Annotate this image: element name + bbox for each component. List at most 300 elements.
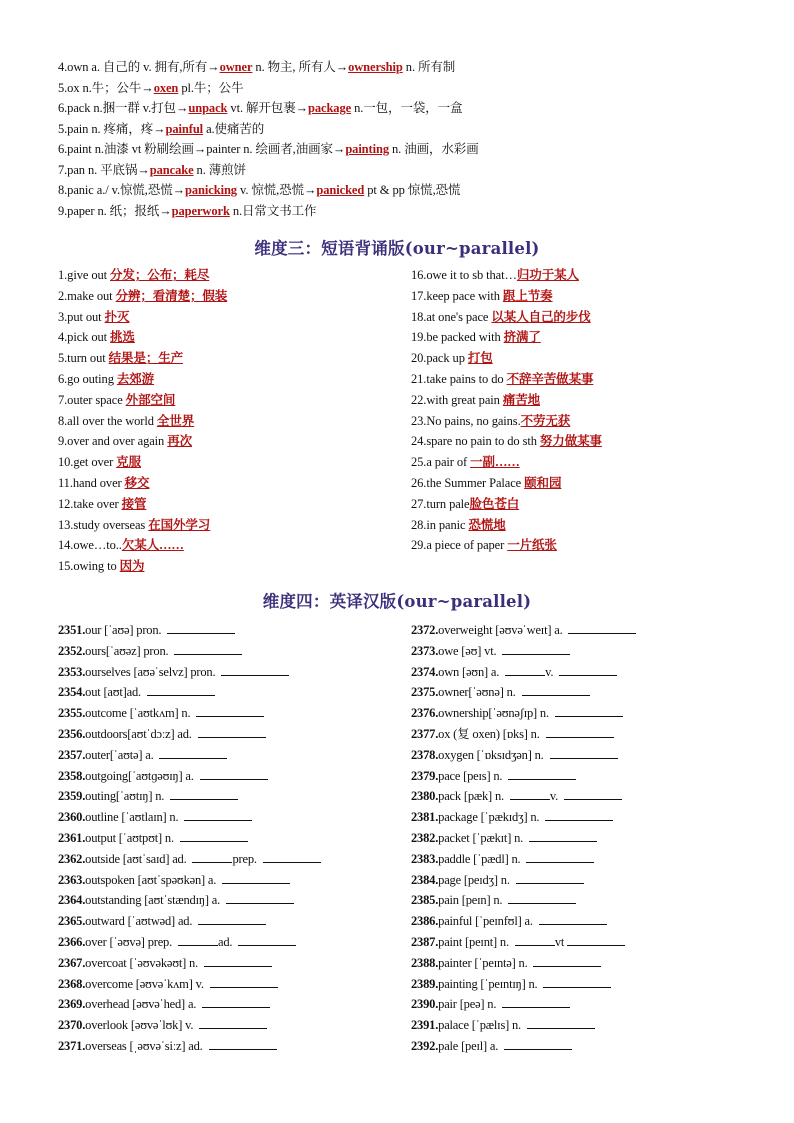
vocab-word: outward [ˈaʊtwəd] ad. bbox=[85, 914, 196, 929]
arrow-icon: → bbox=[304, 183, 317, 197]
vocab-word: outside [aʊtˈsaɪd] ad. bbox=[85, 851, 190, 866]
phrase-text: 20.pack up bbox=[411, 351, 468, 366]
vocab-word: painter [ˈpeɪntə] n. bbox=[438, 955, 531, 970]
vocab-item bbox=[411, 955, 601, 971]
vocab-number: 2378. bbox=[411, 747, 439, 762]
vocab-word: outdoors[aʊtˈdɔːz] ad. bbox=[85, 727, 195, 741]
vocab-item bbox=[58, 913, 266, 929]
phrase-answer: 接管 bbox=[121, 496, 147, 511]
phrase-text: 16.owe it to sb that… bbox=[411, 268, 517, 282]
answer-blank[interactable] bbox=[502, 996, 570, 1008]
vocab-number: 2384. bbox=[411, 872, 439, 887]
vocab-word: paint [peɪnt] n. bbox=[438, 935, 512, 949]
arrow-icon: → bbox=[159, 203, 172, 218]
vocab-number: 2381. bbox=[411, 810, 439, 825]
phrase-answer: 打包 bbox=[467, 351, 493, 366]
phrase-answer: 因为 bbox=[119, 559, 145, 574]
answer-word: panicked bbox=[316, 183, 365, 197]
vocab-word: overhead [əʊvəˈhed] a. bbox=[85, 997, 200, 1012]
answer-blank[interactable] bbox=[222, 872, 290, 884]
vocab-word: outing[ˈaʊtɪŋ] n. bbox=[85, 789, 168, 804]
phrase-item bbox=[58, 392, 175, 408]
answer-blank[interactable] bbox=[226, 892, 294, 904]
phrase-item bbox=[58, 309, 129, 325]
word-entry-text: 7.pan n. 平底锅 bbox=[58, 162, 138, 177]
phrase-item bbox=[411, 517, 506, 533]
phrase-item bbox=[411, 496, 519, 512]
phrase-text: 18.at one's pace bbox=[411, 309, 492, 324]
vocab-word: pace [peɪs] n. bbox=[438, 768, 506, 783]
word-family-line bbox=[58, 80, 243, 96]
phrase-answer: 外部空间 bbox=[125, 392, 176, 407]
phrase-item bbox=[411, 267, 579, 283]
vocab-number: 2369. bbox=[58, 997, 86, 1012]
vocab-number: 2356. bbox=[58, 727, 86, 741]
word-entry-text: 5.ox n.牛；公牛 bbox=[58, 80, 142, 95]
vocab-item bbox=[58, 809, 252, 825]
answer-blank[interactable] bbox=[502, 643, 570, 655]
vocab-word: overweight [əʊvəˈweɪt] a. bbox=[438, 623, 566, 637]
phrase-answer: 努力做某事 bbox=[539, 434, 602, 449]
phrase-text: 12.take over bbox=[58, 496, 122, 511]
vocab-word: painful [ˈpeɪnfʊl] a. bbox=[438, 914, 536, 929]
vocab-number: 2375. bbox=[411, 685, 439, 700]
vocab-number: 2354. bbox=[58, 685, 86, 700]
vocab-item bbox=[411, 705, 623, 721]
phrase-item bbox=[411, 475, 561, 491]
word-entry-text: 9.paper n. 纸；报纸 bbox=[58, 203, 160, 218]
answer-blank[interactable] bbox=[174, 643, 242, 655]
answer-blank[interactable] bbox=[508, 892, 576, 904]
phrase-item bbox=[58, 454, 141, 470]
phrase-text: 24.spare no pain to do sth bbox=[411, 434, 540, 449]
phrase-item bbox=[58, 267, 209, 283]
answer-word: painful bbox=[165, 121, 204, 136]
phrase-text: 4.pick out bbox=[58, 330, 111, 345]
phrase-text: 14.owe…to.. bbox=[58, 538, 122, 553]
answer-blank[interactable] bbox=[159, 747, 227, 759]
vocab-item bbox=[411, 851, 594, 867]
vocab-number: 2361. bbox=[58, 831, 86, 845]
word-entry-text: 6.paint n.油漆 vt 粉刷绘画 bbox=[58, 142, 194, 156]
answer-blank[interactable] bbox=[238, 934, 296, 946]
vocab-pos: ad. bbox=[217, 935, 236, 949]
answer-blank[interactable] bbox=[263, 851, 321, 863]
phrase-text: 8.all over the world bbox=[58, 413, 157, 428]
phrase-item bbox=[411, 329, 541, 345]
phrase-text: 26.the Summer Palace bbox=[411, 476, 525, 490]
vocab-word: outcome [ˈaʊtkʌm] n. bbox=[85, 706, 194, 721]
vocab-item bbox=[411, 996, 570, 1012]
phrase-answer: 颐和园 bbox=[524, 476, 562, 490]
phrase-answer: 去郊游 bbox=[116, 372, 155, 386]
answer-blank[interactable] bbox=[515, 934, 555, 946]
vocab-item bbox=[58, 996, 270, 1012]
phrase-answer: 扑灭 bbox=[104, 309, 130, 324]
vocab-item bbox=[58, 768, 268, 784]
vocab-number: 2389. bbox=[411, 976, 439, 991]
vocab-item bbox=[411, 809, 613, 825]
vocab-number: 2392. bbox=[411, 1039, 439, 1053]
word-family-line bbox=[58, 100, 462, 116]
vocab-word: overcoat [ˈəʊvəkəʊt] n. bbox=[85, 955, 201, 970]
arrow-icon: → bbox=[137, 162, 150, 177]
phrase-item bbox=[58, 517, 210, 533]
word-family-line bbox=[58, 203, 316, 219]
phrase-answer: 挤满了 bbox=[503, 330, 541, 345]
vocab-item bbox=[58, 955, 272, 971]
phrase-item bbox=[411, 288, 553, 304]
word-family-line bbox=[58, 141, 479, 157]
phrase-item bbox=[58, 329, 135, 345]
phrase-answer: 分发；公布；耗尽 bbox=[110, 268, 210, 282]
word-family-line bbox=[58, 182, 460, 198]
phrase-item bbox=[58, 537, 184, 553]
phrase-answer: 不辞辛苦做某事 bbox=[506, 372, 594, 386]
answer-blank[interactable] bbox=[546, 726, 614, 738]
vocab-item bbox=[58, 1017, 267, 1033]
arrow-icon: → bbox=[332, 142, 346, 156]
vocab-word: ownership[ˈəʊnəʃɪp] n. bbox=[438, 706, 552, 721]
vocab-number: 2385. bbox=[411, 893, 439, 908]
word-entry-text: n.日常文书工作 bbox=[229, 203, 317, 218]
vocab-word: owner[ˈəʊnə] n. bbox=[438, 685, 519, 700]
answer-blank[interactable] bbox=[204, 955, 272, 967]
phrase-answer: 一副…… bbox=[470, 455, 520, 470]
answer-word: ownership bbox=[348, 60, 403, 74]
vocab-number: 2358. bbox=[58, 768, 86, 783]
word-entry-text: 6.pack n.捆一群 v.打包 bbox=[58, 101, 176, 115]
vocab-number: 2366. bbox=[58, 935, 86, 949]
vocab-number: 2355. bbox=[58, 706, 86, 721]
answer-word: painting bbox=[345, 142, 389, 156]
vocab-number: 2383. bbox=[411, 851, 439, 866]
phrase-text: 21.take pains to do bbox=[411, 372, 507, 386]
vocab-number: 2391. bbox=[411, 1018, 439, 1033]
answer-blank[interactable] bbox=[199, 1017, 267, 1029]
phrase-item bbox=[58, 413, 194, 429]
phrase-text: 2.make out bbox=[58, 288, 116, 303]
phrase-answer: 在国外学习 bbox=[148, 517, 211, 532]
phrase-item bbox=[411, 537, 557, 553]
vocab-word: ours[ˈaʊəz] pron. bbox=[85, 643, 172, 658]
answer-blank[interactable] bbox=[147, 684, 215, 696]
vocab-word: outstanding [aʊtˈstændɪŋ] a. bbox=[85, 893, 223, 908]
vocab-word: packet [ˈpækɪt] n. bbox=[438, 831, 526, 845]
answer-blank[interactable] bbox=[533, 955, 601, 967]
vocab-pos: prep. bbox=[232, 851, 260, 866]
section-heading-phrases bbox=[0, 235, 794, 259]
vocab-item bbox=[58, 747, 227, 763]
vocab-item bbox=[411, 976, 611, 992]
vocab-item bbox=[58, 872, 290, 888]
answer-blank[interactable] bbox=[196, 705, 264, 717]
phrase-text: 27.turn pale bbox=[411, 496, 470, 511]
answer-blank[interactable] bbox=[527, 1017, 595, 1029]
word-entry-text: vt. 解开包裹 bbox=[227, 101, 296, 115]
vocab-number: 2374. bbox=[411, 664, 439, 679]
vocab-item bbox=[411, 726, 614, 742]
vocab-item bbox=[58, 643, 242, 659]
vocab-word: pair [peə] n. bbox=[438, 997, 500, 1012]
vocab-number: 2365. bbox=[58, 914, 86, 929]
vocab-item bbox=[58, 788, 238, 804]
vocab-number: 2362. bbox=[58, 851, 86, 866]
vocab-item bbox=[58, 664, 289, 680]
arrow-icon: → bbox=[207, 60, 220, 74]
answer-blank[interactable] bbox=[564, 788, 622, 800]
vocab-item bbox=[411, 1017, 595, 1033]
answer-blank[interactable] bbox=[198, 913, 266, 925]
phrase-item bbox=[411, 392, 540, 408]
answer-blank[interactable] bbox=[559, 664, 617, 676]
phrase-item bbox=[58, 558, 144, 574]
heading-en: (our~parallel) bbox=[404, 239, 540, 258]
vocab-item bbox=[411, 622, 636, 638]
vocab-item bbox=[58, 892, 294, 908]
vocab-item bbox=[411, 934, 625, 950]
vocab-word: page [peɪdʒ] n. bbox=[438, 872, 513, 887]
word-entry-text: pt & pp 惊慌,恐慌 bbox=[364, 183, 461, 197]
word-entry-text: a.使痛苦的 bbox=[203, 121, 265, 136]
phrase-item bbox=[411, 309, 591, 325]
vocab-word: overcome [əʊvəˈkʌm] v. bbox=[85, 976, 207, 991]
vocab-number: 2373. bbox=[411, 643, 439, 658]
vocab-item bbox=[58, 622, 235, 638]
vocab-word: pack [pæk] n. bbox=[438, 789, 507, 804]
phrase-answer: 以某人自己的步伐 bbox=[491, 309, 591, 324]
heading-en: (our~parallel) bbox=[396, 592, 532, 611]
vocab-pos: v. bbox=[545, 664, 557, 679]
vocab-item bbox=[411, 684, 590, 700]
vocab-number: 2357. bbox=[58, 747, 86, 762]
vocab-number: 2388. bbox=[411, 955, 439, 970]
arrow-icon: → bbox=[193, 142, 207, 156]
answer-blank[interactable] bbox=[170, 788, 238, 800]
answer-word: oxen bbox=[153, 80, 179, 95]
arrow-icon: → bbox=[175, 101, 189, 115]
vocab-number: 2364. bbox=[58, 893, 86, 908]
vocab-word: overseas [ˌəʊvəˈsiːz] ad. bbox=[85, 1039, 206, 1053]
phrase-text: 28.in panic bbox=[411, 517, 469, 532]
answer-blank[interactable] bbox=[526, 851, 594, 863]
vocab-pos: vt bbox=[554, 935, 565, 949]
vocab-word: pale [peɪl] a. bbox=[438, 1039, 502, 1053]
vocab-word: overlook [əʊvəˈlʊk] v. bbox=[85, 1018, 197, 1033]
answer-blank[interactable] bbox=[180, 830, 248, 842]
phrase-item bbox=[411, 413, 570, 429]
word-entry-text: painter n. 绘画者,油画家 bbox=[206, 142, 333, 156]
answer-blank[interactable] bbox=[192, 851, 232, 863]
answer-blank[interactable] bbox=[550, 747, 618, 759]
answer-blank[interactable] bbox=[504, 1038, 572, 1050]
vocab-number: 2359. bbox=[58, 789, 86, 804]
vocab-word: out [aʊt]ad. bbox=[85, 685, 144, 700]
answer-blank[interactable] bbox=[178, 934, 218, 946]
vocab-number: 2370. bbox=[58, 1018, 86, 1033]
vocab-item bbox=[411, 830, 597, 846]
phrase-item bbox=[58, 475, 149, 491]
answer-word: paperwork bbox=[171, 203, 230, 218]
phrase-item bbox=[58, 433, 192, 449]
arrow-icon: → bbox=[141, 80, 154, 95]
vocab-item bbox=[58, 1038, 277, 1054]
phrase-answer: 再次 bbox=[167, 434, 193, 449]
phrase-answer: 归功于某人 bbox=[516, 268, 579, 282]
vocab-number: 2363. bbox=[58, 872, 86, 887]
vocab-item bbox=[411, 747, 618, 763]
heading-cn: 维度三：短语背诵版 bbox=[254, 239, 405, 258]
answer-word: unpack bbox=[188, 101, 228, 115]
vocab-word: outline [ˈaʊtlaɪn] n. bbox=[85, 810, 182, 825]
vocab-number: 2390. bbox=[411, 997, 439, 1012]
phrase-answer: 挑选 bbox=[110, 330, 135, 345]
answer-blank[interactable] bbox=[543, 976, 611, 988]
vocab-item bbox=[411, 892, 576, 908]
vocab-item bbox=[411, 872, 584, 888]
word-entry-text: n. 薄煎饼 bbox=[193, 162, 246, 177]
vocab-number: 2380. bbox=[411, 789, 439, 804]
word-entry-text: n. 油画，水彩画 bbox=[388, 142, 479, 156]
answer-blank[interactable] bbox=[568, 622, 636, 634]
phrase-text: 7.outer space bbox=[58, 392, 126, 407]
answer-blank[interactable] bbox=[167, 622, 235, 634]
vocab-item bbox=[411, 643, 570, 659]
phrase-text: 13.study overseas bbox=[58, 517, 149, 532]
vocab-word: painting [ˈpeɪntɪŋ] n. bbox=[438, 976, 541, 991]
vocab-item bbox=[411, 913, 607, 929]
answer-blank[interactable] bbox=[510, 788, 550, 800]
word-entry-text: n.一包，一袋，一盒 bbox=[351, 101, 463, 115]
phrase-answer: 克服 bbox=[116, 455, 141, 470]
vocab-pos: v. bbox=[549, 789, 561, 804]
vocab-word: pain [peɪn] n. bbox=[438, 893, 506, 908]
answer-blank[interactable] bbox=[555, 705, 623, 717]
word-entry-text: 4.own a. 自己的 v. 拥有,所有 bbox=[58, 60, 208, 74]
vocab-item bbox=[411, 1038, 572, 1054]
heading-cn: 维度四：英译汉版 bbox=[262, 592, 397, 611]
answer-blank[interactable] bbox=[209, 1038, 277, 1050]
phrase-text: 6.go outing bbox=[58, 372, 117, 386]
phrase-text: 29.a piece of paper bbox=[411, 538, 508, 553]
phrase-text: 11.hand over bbox=[58, 476, 125, 490]
answer-blank[interactable] bbox=[202, 996, 270, 1008]
arrow-icon: → bbox=[335, 60, 349, 74]
answer-blank[interactable] bbox=[184, 809, 252, 821]
arrow-icon: → bbox=[153, 121, 166, 136]
phrase-text: 25.a pair of bbox=[411, 455, 471, 470]
phrase-answer: 分辨；看清楚；假装 bbox=[115, 288, 228, 303]
vocab-number: 2376. bbox=[411, 706, 439, 721]
answer-blank[interactable] bbox=[200, 768, 268, 780]
phrase-text: 9.over and over again bbox=[58, 434, 168, 449]
answer-blank[interactable] bbox=[198, 726, 266, 738]
vocab-item bbox=[58, 976, 278, 992]
phrase-answer: 不劳无获 bbox=[520, 413, 571, 428]
vocab-item bbox=[411, 788, 622, 804]
vocab-number: 2367. bbox=[58, 955, 86, 970]
answer-blank[interactable] bbox=[516, 872, 584, 884]
vocab-number: 2371. bbox=[58, 1039, 86, 1053]
vocab-number: 2377. bbox=[411, 727, 439, 741]
answer-blank[interactable] bbox=[539, 913, 607, 925]
answer-blank[interactable] bbox=[221, 664, 289, 676]
phrase-text: 15.owing to bbox=[58, 559, 120, 574]
vocab-item bbox=[58, 934, 296, 950]
vocab-item bbox=[58, 851, 321, 867]
vocab-number: 2372. bbox=[411, 623, 439, 637]
phrase-text: 19.be packed with bbox=[411, 330, 504, 345]
answer-blank[interactable] bbox=[545, 809, 613, 821]
answer-blank[interactable] bbox=[522, 684, 590, 696]
word-family-line bbox=[58, 121, 264, 137]
vocab-item bbox=[58, 726, 266, 742]
word-family-line bbox=[58, 59, 455, 75]
vocab-number: 2386. bbox=[411, 914, 439, 929]
word-entry-text: 8.panic a./ v.惊慌,恐慌 bbox=[58, 183, 173, 197]
phrase-answer: 跟上节奏 bbox=[502, 288, 553, 303]
vocab-item bbox=[58, 830, 248, 846]
phrase-text: 17.keep pace with bbox=[411, 288, 503, 303]
vocab-number: 2353. bbox=[58, 664, 86, 679]
vocab-word: outer[ˈaʊtə] a. bbox=[85, 747, 157, 762]
word-entry-text: pl.牛；公牛 bbox=[178, 80, 244, 95]
answer-word: panicking bbox=[185, 183, 237, 197]
word-entry-text: v. 惊慌,恐慌 bbox=[236, 183, 304, 197]
phrase-text: 1.give out bbox=[58, 268, 111, 282]
answer-blank[interactable] bbox=[505, 664, 545, 676]
phrase-answer: 痛苦地 bbox=[502, 392, 541, 407]
phrase-item bbox=[58, 288, 227, 304]
phrase-text: 23.No pains, no gains. bbox=[411, 413, 521, 428]
answer-blank[interactable] bbox=[210, 976, 278, 988]
vocab-word: package [ˈpækɪdʒ] n. bbox=[438, 810, 543, 825]
phrase-text: 10.get over bbox=[58, 455, 117, 470]
answer-blank[interactable] bbox=[508, 768, 576, 780]
phrase-answer: 全世界 bbox=[156, 413, 195, 428]
vocab-word: own [əʊn] a. bbox=[438, 664, 503, 679]
phrase-item bbox=[411, 454, 520, 470]
vocab-number: 2352. bbox=[58, 643, 86, 658]
vocab-item bbox=[58, 684, 215, 700]
arrow-icon: → bbox=[172, 183, 186, 197]
answer-blank[interactable] bbox=[529, 830, 597, 842]
vocab-word: outspoken [aʊtˈspəʊkən] a. bbox=[85, 872, 220, 887]
answer-word: package bbox=[308, 101, 352, 115]
vocab-number: 2387. bbox=[411, 935, 439, 949]
vocab-number: 2360. bbox=[58, 810, 86, 825]
phrase-text: 22.with great pain bbox=[411, 392, 503, 407]
vocab-number: 2379. bbox=[411, 768, 439, 783]
phrase-answer: 脸色苍白 bbox=[469, 496, 520, 511]
word-family-line bbox=[58, 162, 246, 178]
phrase-text: 3.put out bbox=[58, 309, 105, 324]
phrase-answer: 恐慌地 bbox=[468, 517, 506, 532]
phrase-item bbox=[58, 350, 183, 366]
phrase-text: 5.turn out bbox=[58, 351, 109, 366]
arrow-icon: → bbox=[295, 101, 308, 115]
vocab-word: outgoing[ˈaʊtɡəʊɪŋ] a. bbox=[85, 768, 197, 783]
vocab-item bbox=[58, 705, 264, 721]
vocab-word: output [ˈaʊtpʊt] n. bbox=[85, 831, 177, 845]
vocab-word: palace [ˈpælɪs] n. bbox=[438, 1018, 524, 1033]
phrase-item bbox=[411, 350, 493, 366]
vocab-word: ourselves [aʊəˈselvz] pron. bbox=[85, 664, 219, 679]
answer-blank[interactable] bbox=[567, 934, 625, 946]
vocab-word: oxygen [ˈɒksɪdʒən] n. bbox=[438, 747, 547, 762]
word-entry-text: n. 物主, 所有人 bbox=[252, 60, 336, 74]
phrase-answer: 结果是；生产 bbox=[108, 351, 184, 366]
